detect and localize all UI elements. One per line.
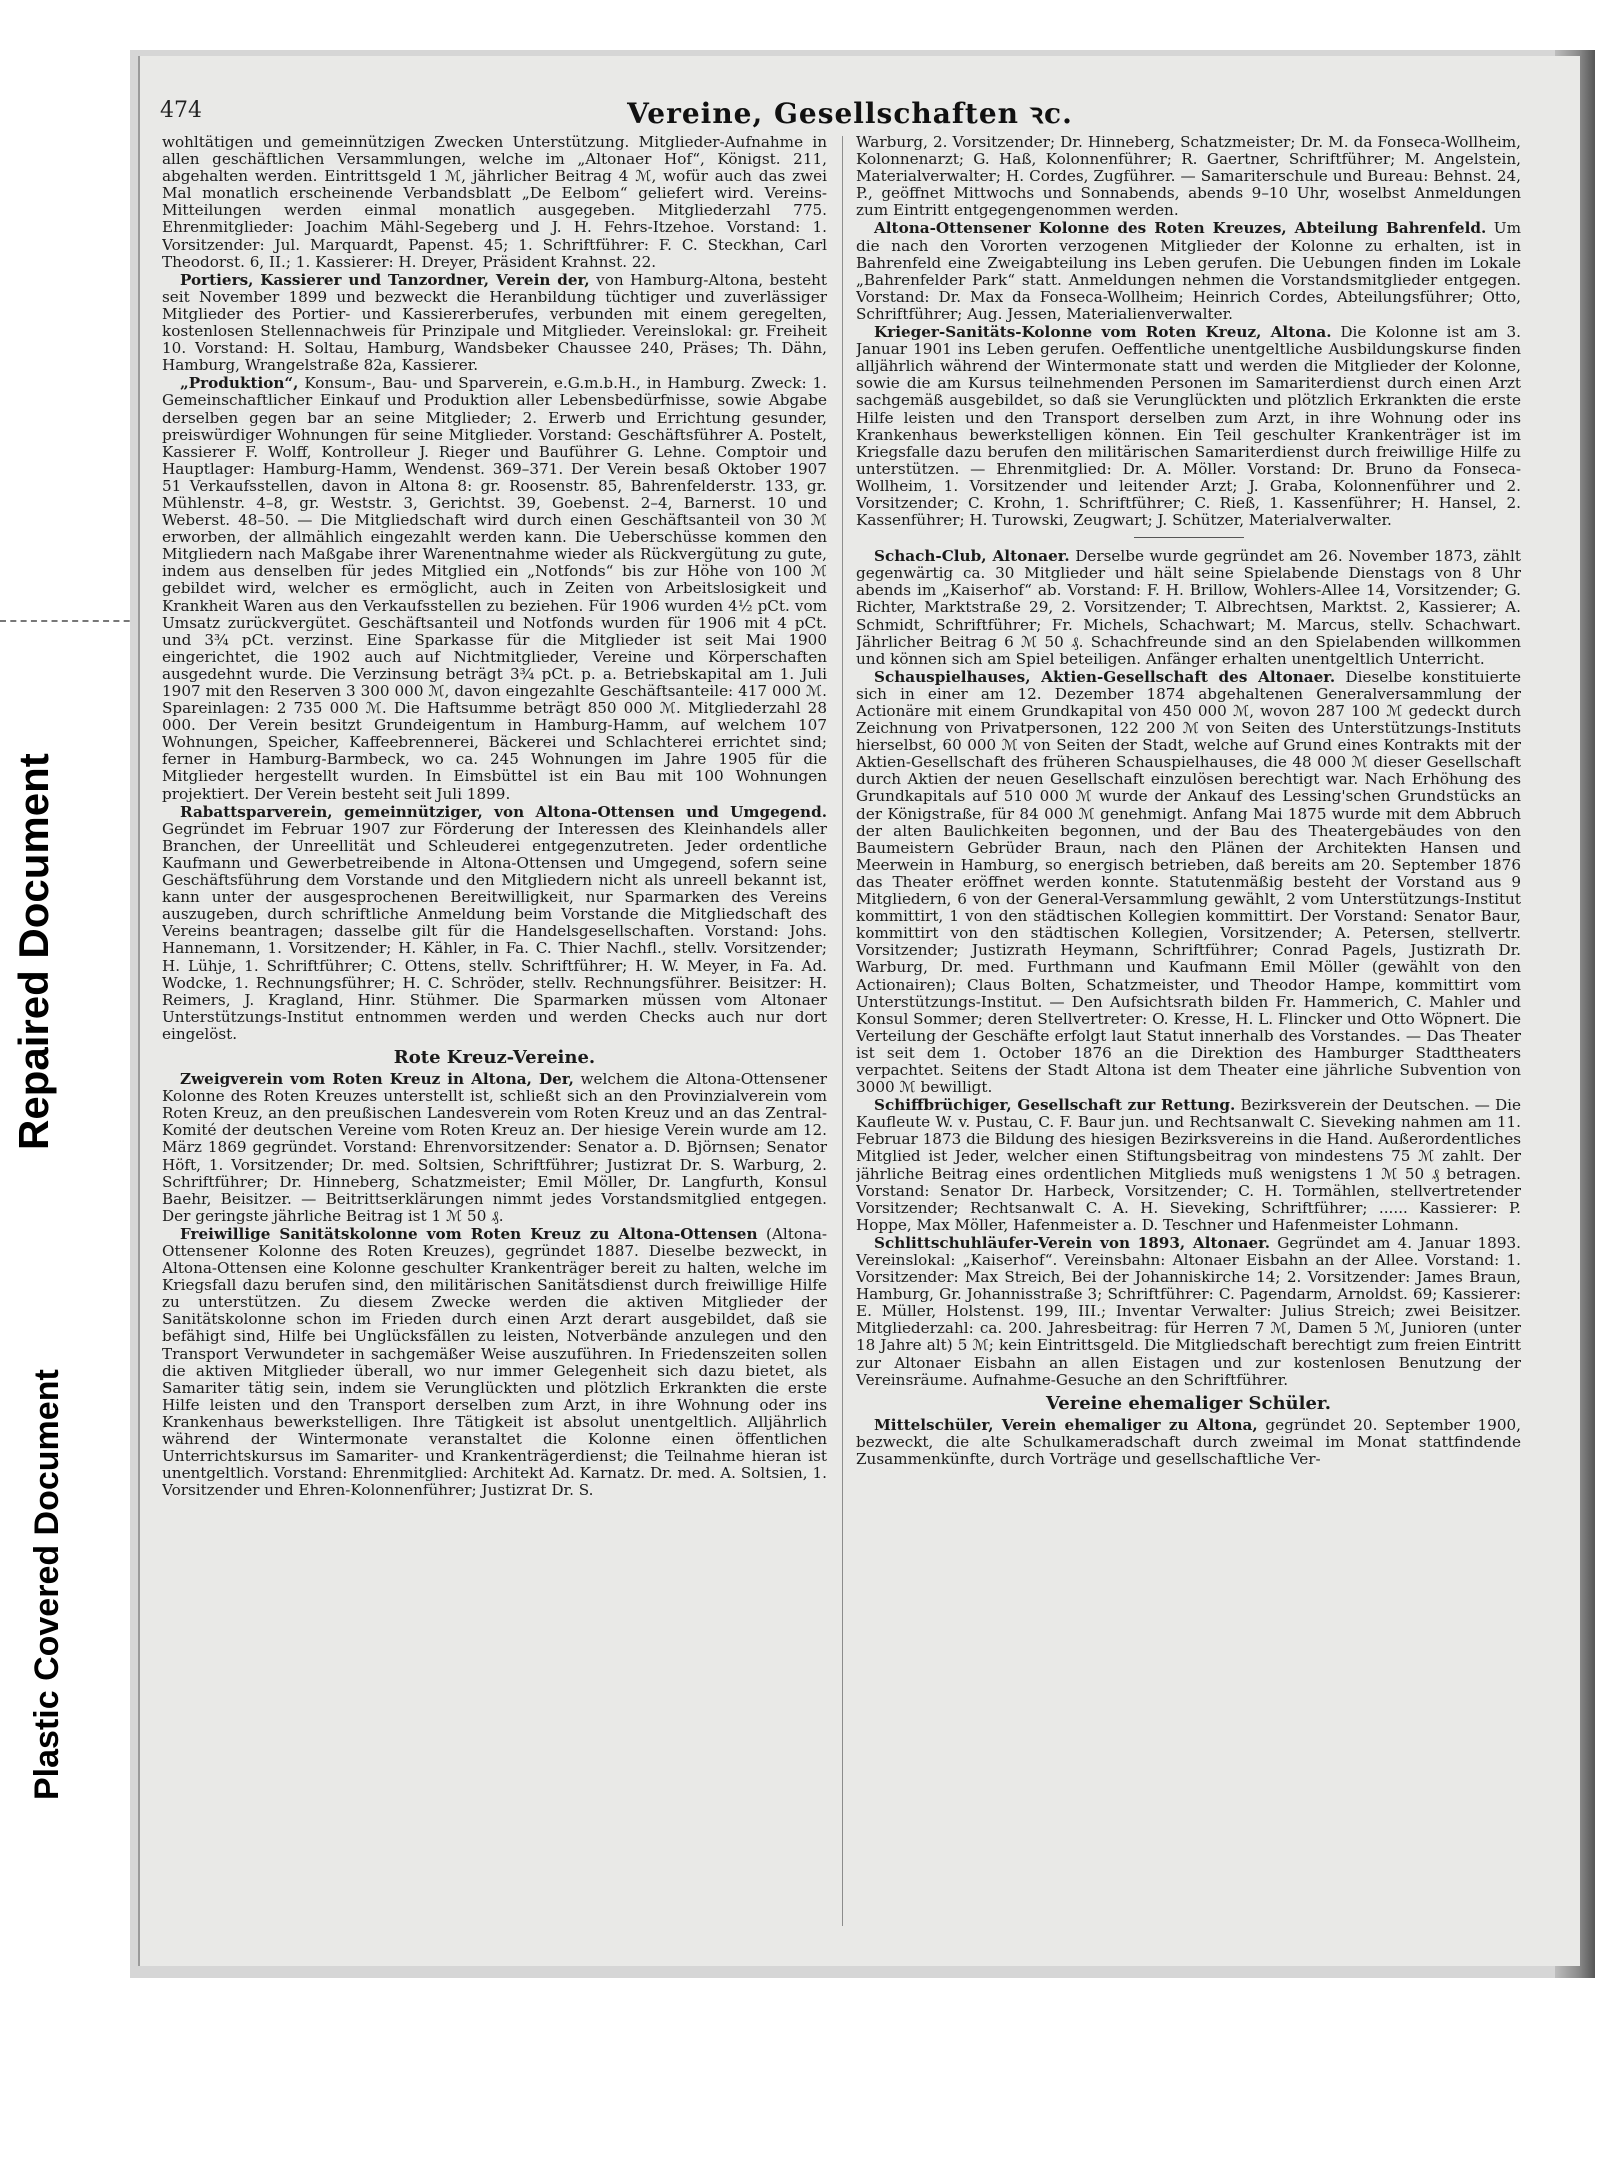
entry-paragraph bbox=[162, 272, 827, 375]
entry-body: gegründet 20. September 1900, bezweckt, die alte Schulkameradschaft durch zweimal im Monat stattfindende Zusammenkünfte, durch Vorträge und gesellschaftliche Ver- bbox=[856, 1415, 1521, 1469]
entry-paragraph bbox=[856, 220, 1521, 323]
entry-body: Bezirksverein der Deutschen. — Die Kaufleute W. v. Pustau, C. F. Baur jun. und Rechtsanwalt C. Sieveking nahmen am 11. Februar 1873 die Bildung des hiesigen Bezirksvereins in die Hand. Außerordentliches Mitglied ist Jeder, welcher einen Stiftungsbeitrag von mindestens 75 ℳ zahlt. Der jährliche Beitrag eines ordentlichen Mitglieds muß wenigstens 1 ℳ 50 ₰ betragen. Vorstand: Senator Dr. Harbeck, Vorsitzender; C. H. Tormählen, stellvertretender Vorsitzender; Rechtsanwalt C. A. H. Sieveking, Schriftführer; ...... Kassierer: P. Hoppe, Max Möller, Hafenmeister a. D. Teschner und Hafenmeister Lohmann. bbox=[856, 1096, 1521, 1234]
entry-title: Schach-Club, Altonaer. bbox=[874, 547, 1070, 566]
entry-paragraph bbox=[856, 134, 1521, 219]
entry-title: Mittelschüler, Verein ehemaliger zu Altona, bbox=[874, 1415, 1258, 1434]
page-number: 474 bbox=[160, 98, 202, 123]
entry-paragraph bbox=[856, 1097, 1521, 1234]
entry-body: Dieselbe konstituierte sich in einer am 12. Dezember 1874 abgehaltenen Generalversammlung der Actionäre mit einem Grundkapital von 450 000 ℳ, wovon 287 100 ℳ gedeckt durch Zeichnung von Privatpersonen, 122 200 ℳ von Seiten des Unterstützungs-Instituts hierselbst, 60 000 ℳ von Seiten der Stadt, welche auf Grund eines Kontrakts mit der Aktien-Gesellschaft des früheren Schauspielhauses, die 48 000 ℳ dieser Gesellschaft durch Aktien der neuen Gesellschaft einzulösen berechtigt war. Nach Erhöhung des Grundkapitals auf 510 000 ℳ wurde der Ankauf des Lessing'schen Grundstücks an der Königstraße, für 84 000 ℳ genehmigt. Anfang Mai 1875 wurde mit dem Abbruch der alten Baulichkeiten begonnen, und der Bau des Theatergebäudes von den Baumeistern Gebrüder Braun, nach den Plänen der Architekten Hansen und Meerwein in Hamburg, so energisch betrieben, daß bereits am 20. September 1876 das Theater eröffnet werden konnte. Statutenmäßig besteht der Vorstand aus 9 Mitgliedern, 6 von der General-Versammlung gewählt, 2 vom Unterstützungs-Institut kommittirt, 1 von den städtischen Kollegien kommittirt. Der Vorstand: Senator Baur, kommittirt von den städtischen Kollegien, Vorsitzender; A. Petersen, stellvertr. Vorsitzender; Justizrath Heymann, Schriftführer; Conrad Pagels, Justizrath Dr. Warburg, Dr. med. Furthmann und Kaufmann Emil Möller (gewählt von den Actionairen); Claus Bolten, Schatzmeister, und Theodor Hampe, kommittirt vom Unterstützungs-Institut. — Den Aufsichtsrath bilden Fr. Hammerich, C. Mahler und Konsul Sommer; deren Stellvertreter: O. Kresse, H. L. Flincker und Otto Wöpnert. Die Verteilung der Geschäfte erfolgt laut Statut innerhalb des Vorstandes. — Das Theater ist seit dem 1. October 1876 an die Direktion des Hamburger Stadttheaters verpachtet. Seitens der Stadt Altona ist dem Theater eine jährliche Subvention von 3000 ℳ bewilligt. bbox=[856, 667, 1521, 1097]
page-header bbox=[160, 94, 1540, 134]
right-column bbox=[856, 134, 1521, 1924]
plastic-covered-document-label: Plastic Covered Document bbox=[28, 1369, 66, 1800]
entry-body: Konsum-, Bau- und Sparverein, e.G.m.b.H., in Hamburg. Zweck: 1. Gemeinschaftlicher Einkauf und Produktion aller Lebensbedürfnisse, sowie Abgabe derselben gegen bar an seine Mitglieder; 2. Erwerb und Errichtung gesunder, preiswürdiger Wohnungen für seine Mitglieder. Vorstand: Geschäftsführer A. Postelt, Kassierer F. Wolff, Kontrolleur J. Rieger und Bauführer G. Lehne. Comptoir und Hauptlager: Hamburg-Hamm, Wendenst. 369–371. Der Verein besaß Oktober 1907 51 Verkaufsstellen, davon in Altona 8: gr. Roosenstr. 85, Bahrenfelderstr. 133, gr. Mühlenstr. 4–8, gr. Weststr. 3, Gerichtst. 39, Goebenst. 2–4, Barnerst. 10 und Weberst. 48–50. — Die Mitgliedschaft wird durch einen Geschäftsanteil von 30 ℳ erworben, der allmählich eingezahlt werden kann. Die Ueberschüsse kommen den Mitgliedern nach Maßgabe ihrer Warenentnahme wieder als Rückvergütung zu gute, indem aus denselben für jedes Mitglied ein „Notfonds“ bis zur Höhe von 100 ℳ gebildet wird, welcher es ermöglicht, auch in Zeiten von Arbeitslosigkeit und Krankheit Waren aus den Verkaufsstellen zu beziehen. Für 1906 wurden 4½ pCt. vom Umsatz zurückvergütet. Geschäftsanteil und Notfonds wurden für 1906 mit 4 pCt. und 3¾ pCt. verzinst. Eine Sparkasse für die Mitglieder ist seit Mai 1900 eingerichtet, die 1902 auch auf Nichtmitglieder, Vereine und Körperschaften ausgedehnt wurde. Die Verzinsung beträgt 3¾ pCt. p. a. Betriebskapital am 1. Juli 1907 mit den Reserven 3 300 000 ℳ, davon eingezahlte Geschäftsanteile: 417 000 ℳ. Spareinlagen: 2 735 000 ℳ. Die Haftsumme beträgt 850 000 ℳ. Mitgliederzahl 28 000. Der Verein besitzt Grundeigentum in Hamburg-Hamm, auf welchem 107 Wohnungen, Speicher, Kaffeebrennerei, Bäckerei und Schlachterei errichtet sind; ferner in Hamburg-Barmbeck, wo ca. 245 Wohnungen im Jahre 1905 für die Mitglieder hergestellt wurden. In Eimsbüttel ist ein Bau mit 100 Wohnungen projektiert. Der Verein besteht seit Juli 1899. bbox=[162, 374, 827, 803]
entry-title: Schauspielhauses, Aktien-Gesellschaft des Altonaer. bbox=[874, 667, 1336, 686]
entry-title: Freiwillige Sanitätskolonne vom Roten Kreuz zu Altona-Ottensen bbox=[180, 1224, 758, 1243]
scanned-page-frame bbox=[130, 50, 1595, 1978]
entry-paragraph bbox=[856, 1417, 1521, 1468]
column-rule bbox=[842, 136, 843, 1926]
section-heading: Rote Kreuz-Vereine. bbox=[393, 1046, 596, 1068]
entry-body: welchem die Altona-Ottensener Kolonne des Roten Kreuzes unterstellt ist, schließt sich an den Provinzialverein vom Roten Kreuz, an den preußischen Landesverein vom Roten Kreuz und an das Zentral-Komité der deutschen Vereine vom Roten Kreuz an. Der hiesige Verein wurde am 12. März 1869 gegründet. Vorstand: Ehrenvorsitzender: Senator a. D. Björnsen; Senator Höft, 1. Vorsitzender; Dr. med. Soltsien, Schriftführer; Justizrat Dr. S. Warburg, 2. Schriftführer; Dr. Hinneberg, Schatzmeister; Emil Möller, Dr. Langfurth, Konsul Baehr, Beisitzer. — Beitrittserklärungen nimmt jedes Vorstandsmitglied entgegen. Der geringste jährliche Beitrag ist 1 ℳ 50 ₰. bbox=[162, 1070, 827, 1225]
separator-rule bbox=[1134, 537, 1244, 538]
entry-body: wohltätigen und gemeinnützigen Zwecken Unterstützung. Mitglieder-Aufnahme in allen geschäftlichen Versammlungen, welche im „Altonaer Hof“, Königst. 211, abgehalten werden. Eintrittsgeld 1 ℳ, jährlicher Beitrag 4 ℳ, wofür auch das zwei Mal monatlich erscheinende Verbandsblatt „De Eelbom“ geliefert wird. Vereins-Mitteilungen werden einmal monatlich ausgegeben. Mitgliederzahl 775. Ehrenmitglieder: Joachim Mähl-Segeberg und J. H. Fehrs-Itzehoe. Vorstand: 1. Vorsitzender: Jul. Marquardt, Papenst. 45; 1. Schriftführer: F. C. Steckhan, Carl Theodorst. 6, II.; 1. Kassierer: H. Dreyer, Präsident Krahnst. 22. bbox=[162, 134, 827, 271]
entry-title: Krieger-Sanitäts-Kolonne vom Roten Kreuz, Altona. bbox=[874, 323, 1332, 342]
entry-paragraph bbox=[162, 804, 827, 1043]
entry-body: Die Kolonne ist am 3. Januar 1901 ins Leben gerufen. Oeffentliche unentgeltliche Ausbildungskurse finden alljährlich während der Wintermonate statt und werden die Mitglieder der Kolonne, sowie die am Kursus teilnehmenden Personen im Samariterdienst durch einen Arzt sachgemäß ausgebildet, so daß sie Verunglückten und plötzlich Erkrankten die erste Hilfe leisten und den Transport derselben zum Arzt, in ihre Wohnung oder ins Krankenhaus bewerkstelligen können. Ein Teil geschulter Krankenträger ist im Kriegsfalle dazu berufen den militärischen Samariterdienst durch freiwillige Hilfe zu unterstützen. — Ehrenmitglied: Dr. A. Möller. Vorstand: Dr. Bruno da Fonseca-Wollheim, 1. Vorsitzender und leitender Arzt; J. Graba, Kolonnenführer und 2. Vorsitzender; C. Krohn, 1. Schriftführer; C. Rieß, 1. Kassenführer; H. Hansel, 2. Kassenführer; H. Turowski, Zeugwart; J. Schützer, Materialverwalter. bbox=[856, 323, 1521, 530]
entry-title: Schiffbrüchiger, Gesellschaft zur Rettung. bbox=[874, 1096, 1236, 1115]
entry-body: von Hamburg-Altona, besteht seit November 1899 und bezweckt die Heranbildung tüchtiger und zuverlässiger Mitglieder des Portier- und Kassiererberufes, verbunden mit einem geregelten, kostenlosen Stellennachweis für Prinzipale und Mitglieder. Vereinslokal: gr. Freiheit 10. Vorstand: H. Soltau, Hamburg, Wandsbeker Chaussee 240, Präses; Th. Dähn, Hamburg, Wrangelstraße 82a, Kassierer. bbox=[162, 270, 827, 375]
document-page bbox=[138, 56, 1580, 1966]
entry-paragraph bbox=[162, 1071, 827, 1225]
dashed-divider bbox=[0, 620, 140, 622]
entry-paragraph bbox=[856, 669, 1521, 1096]
entry-body: Gegründet im Februar 1907 zur Förderung der Interessen des Kleinhandels aller Branchen, der Unreellität und Schleuderei entgegenzutreten. Jeder ordentliche Kaufmann und Gewerbetreibende in Altona-Ottensen und Umgegend, sofern seine Geschäftsführung dem Vorstande und den Mitgliedern nicht als unreell bekannt ist, kann unter der ausgesprochenen Bereitwilligkeit, nur Sparmarken des Vereins auszugeben, durch schriftliche Anmeldung beim Vorstande die Mitgliedschaft des Vereins beantragen; dasselbe gilt für die Handelsgesellschaften. Vorstand: Johs. Hannemann, 1. Vorsitzender; H. Kähler, in Fa. C. Thier Nachfl., stellv. Vorsitzender; H. Lühje, 1. Schriftführer; C. Ottens, stellv. Schriftführer; H. W. Meyer, in Fa. Ad. Wodcke, 1. Rechnungsführer; H. C. Schröder, stellv. Rechnungsführer. Beisitzer: H. Reimers, J. Kragland, Hinr. Stühmer. Die Sparmarken müssen vom Altonaer Unterstützungs-Institut entnommen werden und werden Checks auch nur dort eingelöst. bbox=[162, 819, 827, 1043]
entry-paragraph bbox=[162, 375, 827, 802]
entry-body: Gegründet am 4. Januar 1893. Vereinslokal: „Kaiserhof“. Vereinsbahn: Altonaer Eisbahn an der Allee. Vorstand: 1. Vorsitzender: Max Streich, Bei der Johanniskirche 14; 2. Vorsitzender: James Braun, Hamburg, Gr. Johannisstraße 3; Schriftführer: C. Pagendarm, Arnoldst. 69; Kassierer: E. Müller, Holstenst. 199, III.; Inventar Verwalter: Julius Streich; zwei Beisitzer. Mitgliederzahl: ca. 200. Jahresbeitrag: für Herren 7 ℳ, Damen 5 ℳ, Junioren (unter 18 Jahre alt) 5 ℳ; kein Eintrittsgeld. Die Mitgliedschaft berechtigt zum freien Eintritt zur Altonaer Eisbahn an allen Eistagen und zur kostenlosen Benutzung der Vereinsräume. Aufnahme-Gesuche an den Schriftführer. bbox=[856, 1233, 1521, 1389]
entry-body: Um die nach den Vororten verzogenen Mitglieder der Kolonne zu erhalten, ist in Bahrenfeld eine Zweigabteilung ins Leben gerufen. Die Uebungen finden im Lokale „Bahrenfelder Park“ statt. Anmeldungen nehmen die Vorstandsmitglieder entgegen. Vorstand: Dr. Max da Fonseca-Wollheim; Heinrich Cordes, Abteilungsführer; Otto, Schriftführer; Aug. Jessen, Materialienverwalter. bbox=[856, 219, 1521, 323]
entry-paragraph bbox=[162, 1226, 827, 1500]
section-heading: Vereine ehemaliger Schüler. bbox=[1045, 1392, 1332, 1414]
entry-title: Schlittschuhläufer-Verein von 1893, Altonaer. bbox=[874, 1233, 1271, 1252]
repaired-document-label: Repaired Document bbox=[10, 753, 57, 1150]
entry-title: Zweigverein vom Roten Kreuz in Altona, Der, bbox=[180, 1070, 574, 1089]
entry-title: Portiers, Kassierer und Tanzordner, Verein der, bbox=[180, 270, 590, 289]
running-head: Vereine, Gesellschaften ꝛc. bbox=[627, 97, 1073, 130]
entry-paragraph bbox=[162, 134, 827, 271]
entry-paragraph bbox=[856, 1235, 1521, 1389]
entry-body: Warburg, 2. Vorsitzender; Dr. Hinneberg, Schatzmeister; Dr. M. da Fonseca-Wollheim, Kolonnenarzt; G. Haß, Kolonnenführer; R. Gaertner, Schriftführer; M. Angelstein, Materialverwalter; H. Cordes, Zugführer. — Samariterschule und Bureau: Behnst. 24, P., geöffnet Mittwochs und Sonnabends, abends 9–10 Uhr, woselbst Anmeldungen zum Eintritt entgegengenommen werden. bbox=[856, 134, 1521, 220]
left-column bbox=[162, 134, 827, 1924]
entry-title: „Produktion“, bbox=[180, 374, 299, 393]
entry-title: Rabattsparverein, gemeinnütziger, von Altona-Ottensen und Umgegend. bbox=[180, 802, 827, 821]
entry-body: Derselbe wurde gegründet am 26. November 1873, zählt gegenwärtig ca. 30 Mitglieder und hält seine Spielabende Dienstags von 8 Uhr abends im „Kaiserhof“ ab. Vorstand: F. H. Brillow, Wohlers-Allee 14, Vorsitzender; G. Richter, Marktstraße 29, 2. Vorsitzender; T. Albrechtsen, Marktst. 2, Kassierer; A. Schmidt, Schriftführer; Fr. Michels, Schachwart; M. Marcus, stellv. Schachwart. Jährlicher Beitrag 6 ℳ 50 ₰. Schachfreunde sind an den Spielabenden willkommen und können sich am Spiel beteiligen. Anfänger erhalten unentgeltlich Unterricht. bbox=[856, 547, 1521, 668]
entry-paragraph bbox=[856, 324, 1521, 529]
entry-body: (Altona-Ottensener Kolonne des Roten Kreuzes), gegründet 1887. Dieselbe bezweckt, in Altona-Ottensen eine Kolonne geschulter Krankenträger bereit zu halten, welche im Kriegsfall dazu berufen sind, den militärischen Sanitätsdienst durch freiwillige Hilfe zu unterstützen. Zu diesem Zwecke werden die aktiven Mitglieder der Sanitätskolonne schon im Frieden durch einen Arzt derart ausgebildet, daß sie befähigt sind, Hilfe bei Unglücksfällen zu leisten, Notverbände anzulegen und den Transport Verwundeter in sachgemäßer Weise auszuführen. In Friedenszeiten sollen die aktiven Mitglieder überall, wo nur immer Gelegenheit sich dazu bietet, als Samariter tätig sein, indem sie Verunglückten und plötzlich Erkrankten die erste Hilfe leisten und den Transport derselben zum Arzt, in ihre Wohnung oder ins Krankenhaus bewerkstelligen. Ihre Tätigkeit ist absolut unentgeltlich. Alljährlich während der Wintermonate veranstaltet die Kolonne einen öffentlichen Unterrichtskursus im Samariter- und Krankenträgerdienst; die Teilnahme hieran ist unentgeltlich. Vorstand: Ehrenmitglied: Architekt Ad. Karnatz. Dr. med. A. Soltsien, 1. Vorsitzender und Ehren-Kolonnenführer; Justizrat Dr. S. bbox=[162, 1224, 827, 1500]
entry-paragraph bbox=[856, 548, 1521, 668]
entry-title: Altona-Ottensener Kolonne des Roten Kreuzes, Abteilung Bahrenfeld. bbox=[874, 219, 1487, 238]
